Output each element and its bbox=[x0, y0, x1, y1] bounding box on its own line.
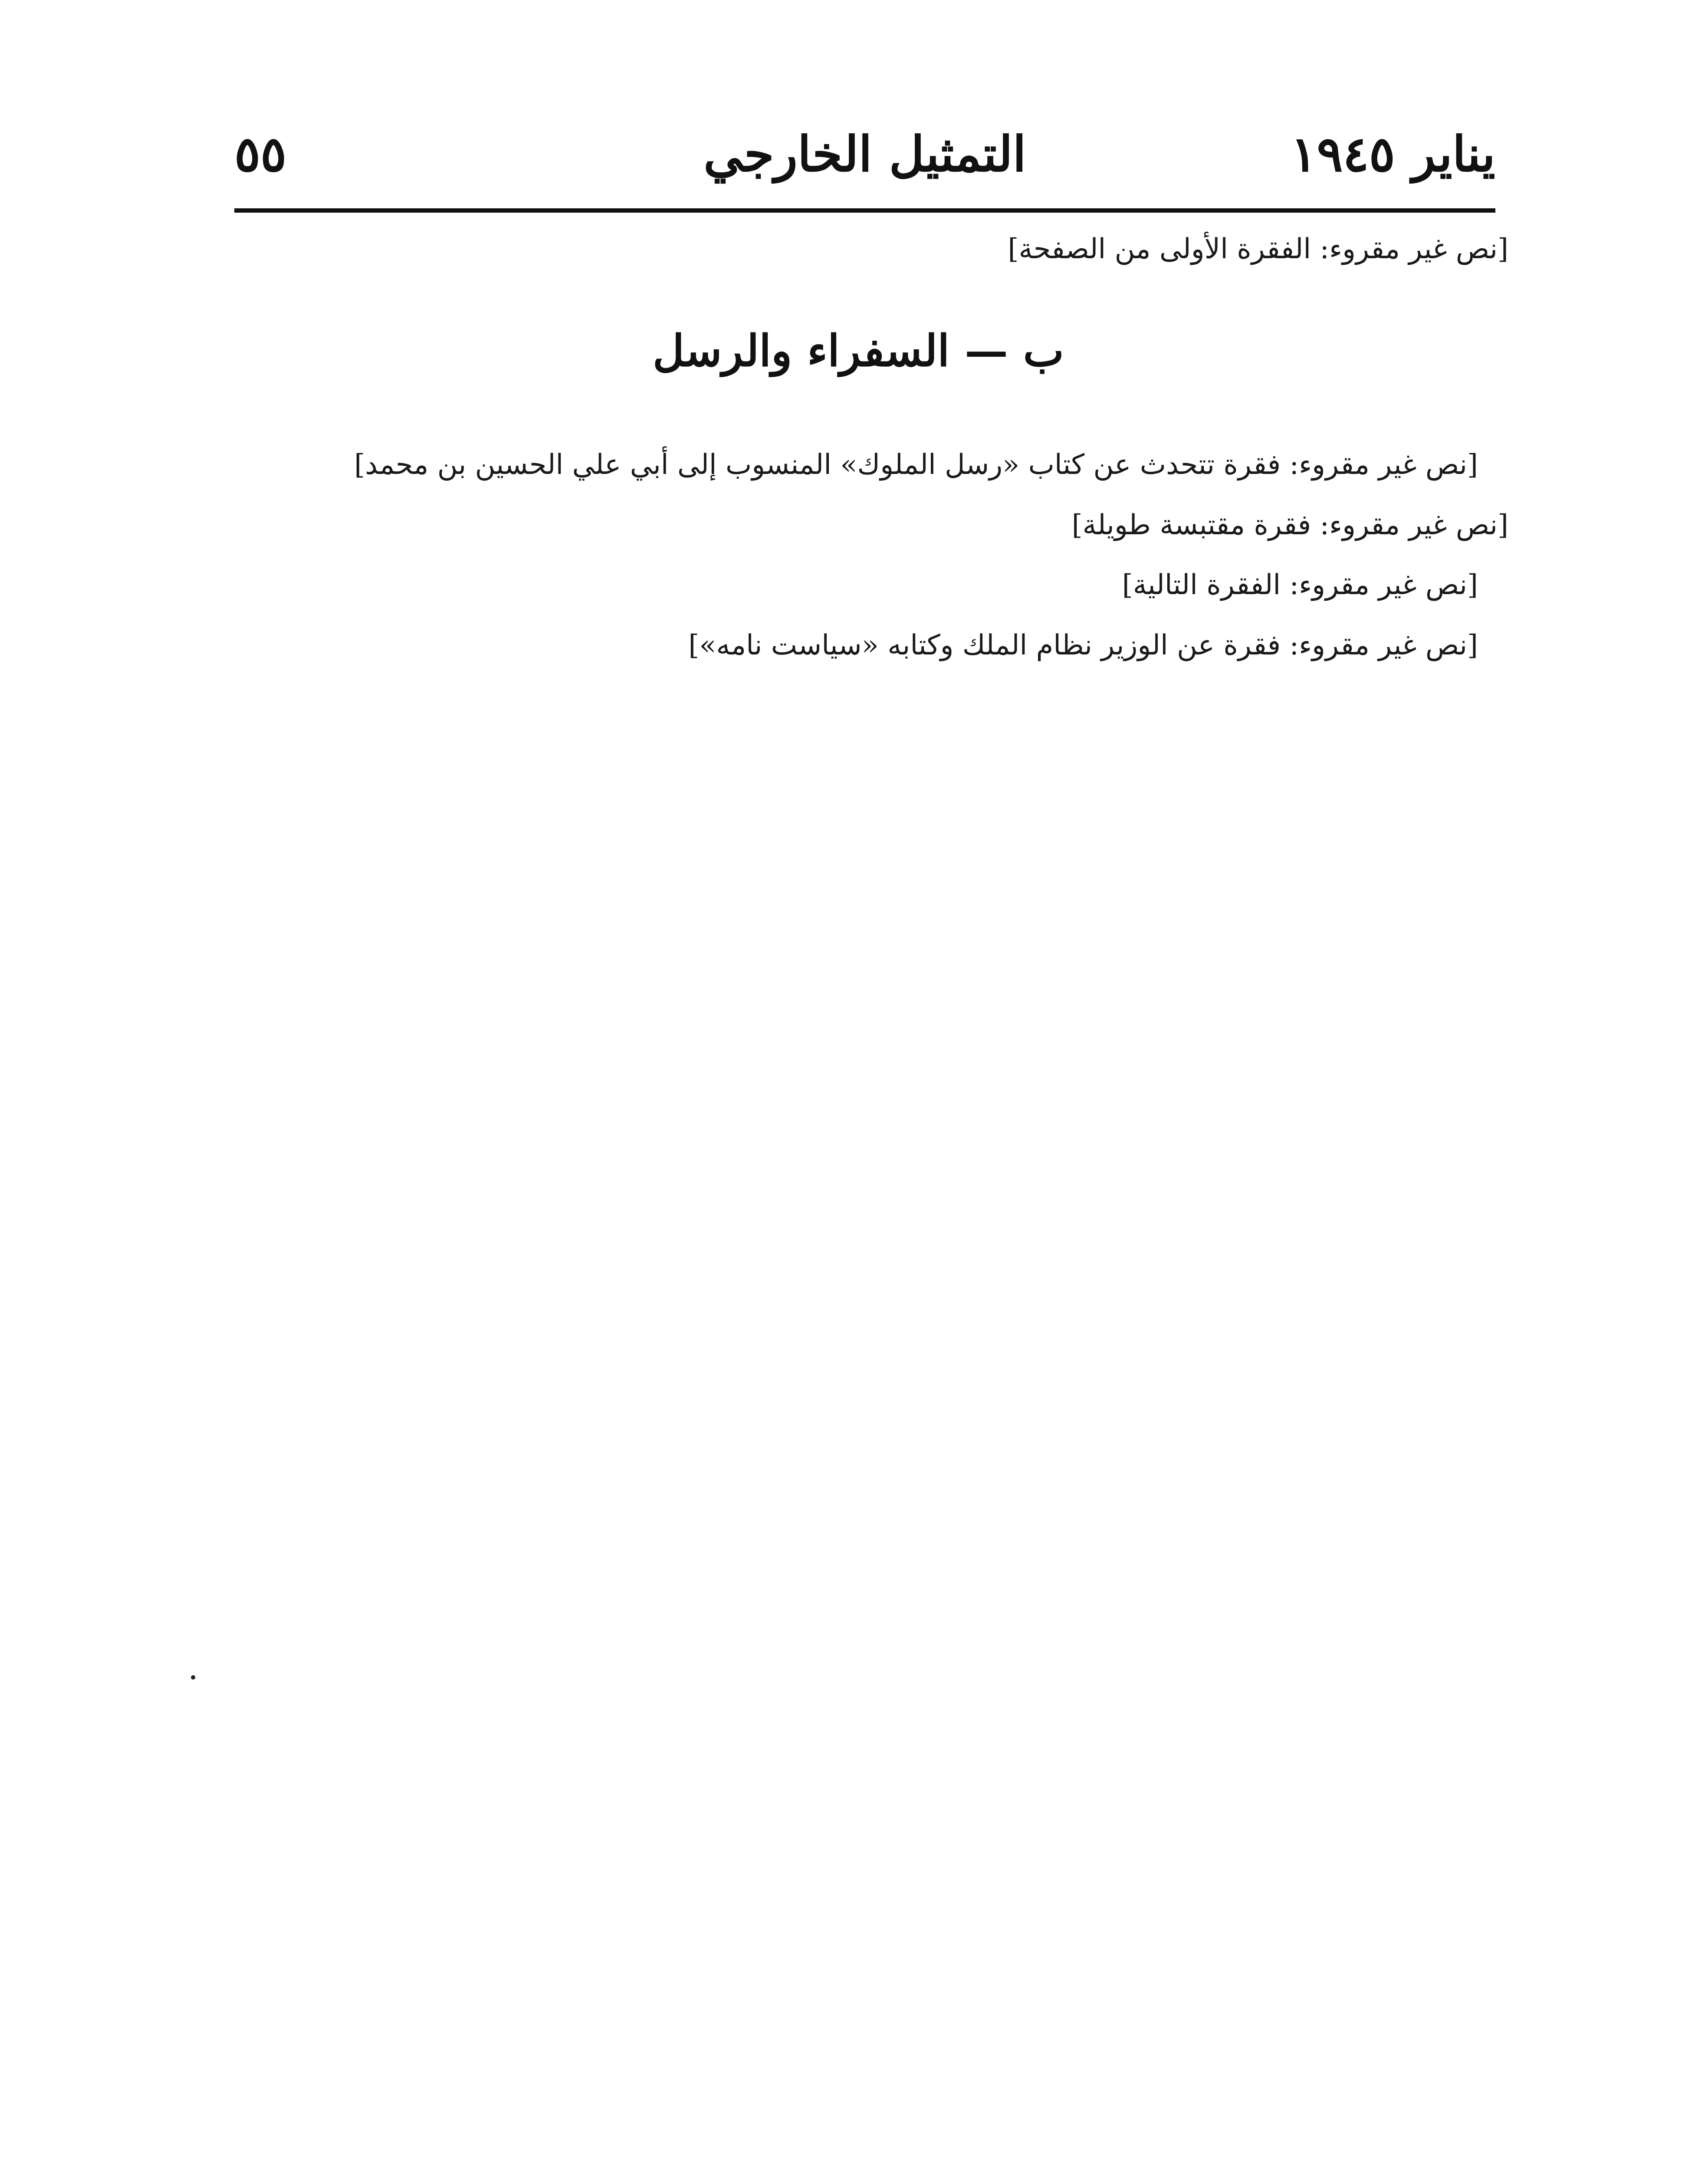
quote-paragraph: [نص غير مقروء: فقرة مقتبسة طويلة] bbox=[1071, 509, 1508, 541]
paragraph-nizam-al-mulk: [نص غير مقروء: فقرة عن الوزير نظام الملك وكتابه «سياست نامه»] bbox=[688, 629, 1478, 662]
paragraph-ideal-envoy: [نص غير مقروء: الفقرة التالية] bbox=[1122, 569, 1478, 602]
intro-paragraph: [نص غير مقروء: الفقرة الأولى من الصفحة] bbox=[1008, 233, 1508, 265]
running-header bbox=[234, 108, 1495, 204]
paragraph-kitab-rusul-al-muluk: [نص غير مقروء: فقرة تتحدث عن كتاب «رسل الملوك» المنسوب إلى أبي علي الحسين بن محمد] bbox=[354, 448, 1478, 481]
header-title: التمثيل الخارجي bbox=[703, 126, 1026, 183]
body-text bbox=[208, 226, 1508, 682]
section-heading: ب — السفراء والرسل bbox=[653, 325, 1064, 376]
header-divider bbox=[234, 208, 1495, 213]
page-number: ٥٥ bbox=[234, 126, 287, 183]
stray-ink-dot bbox=[191, 1675, 195, 1680]
header-date: يناير ١٩٤٥ bbox=[1291, 126, 1495, 183]
